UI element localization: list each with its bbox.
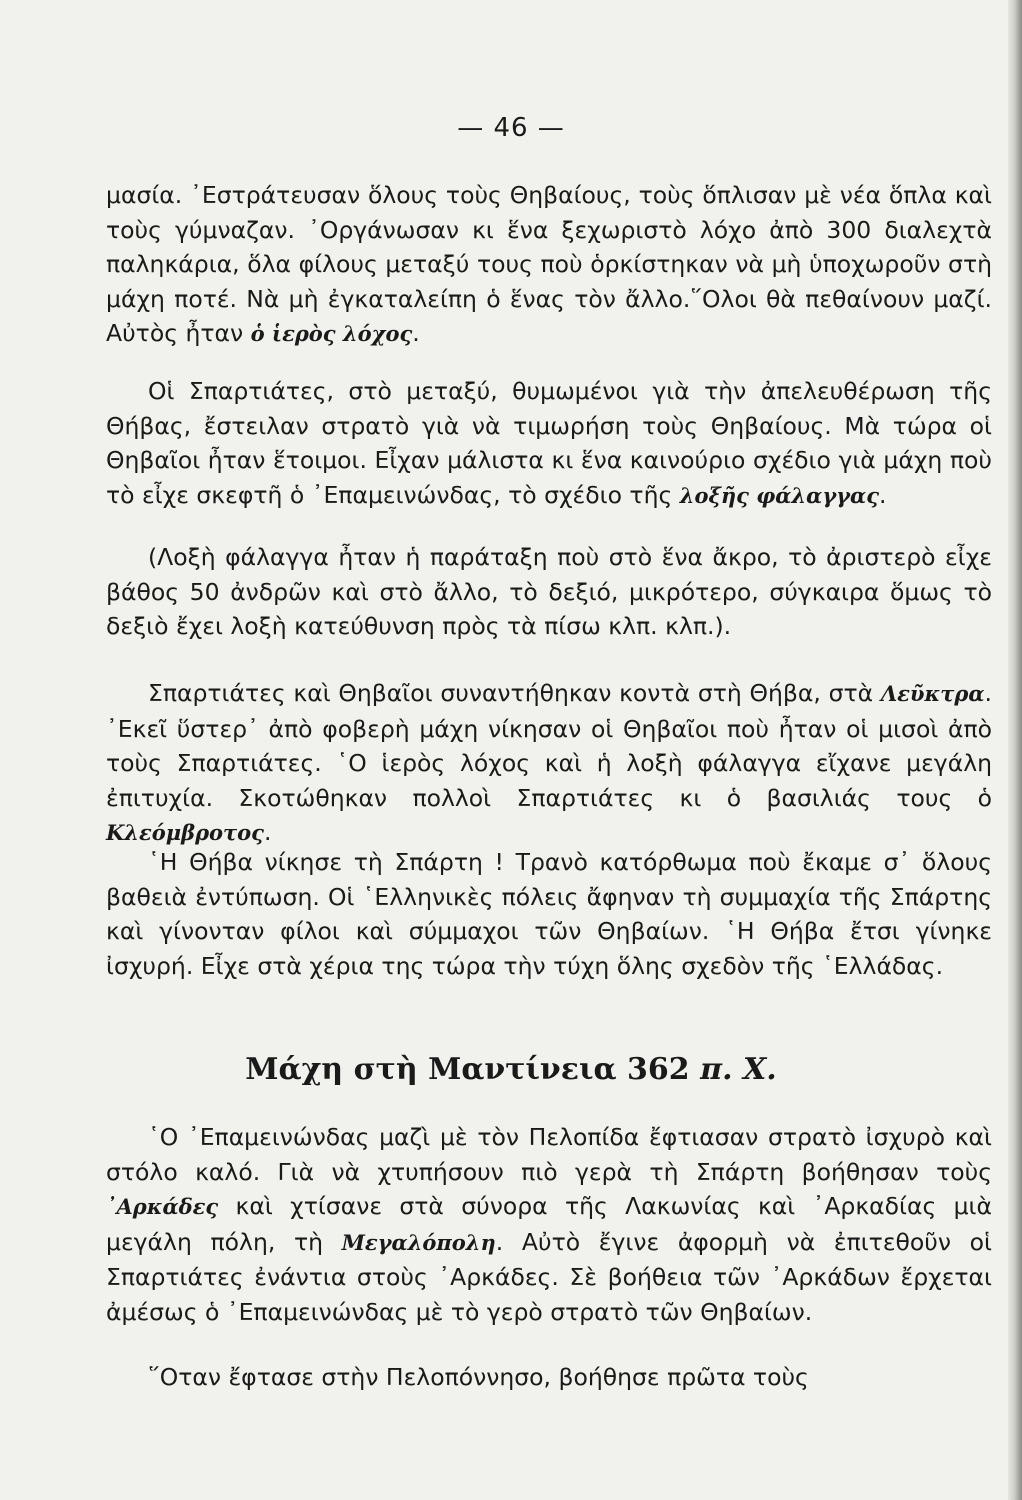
page-edge-shadow <box>1008 0 1022 1500</box>
section-heading <box>0 1052 1022 1087</box>
paragraph-text: καὶ χτίσανε στὰ σύνορα τῆς Λακωνίας καὶ ᾿Αρκαδίας μιὰ μεγάλη πόλη, τὴ <box>106 1192 992 1256</box>
paragraph-6 <box>106 1120 992 1330</box>
paragraph-text: . ᾿Εκεῖ ὕστερ᾿ ἀπὸ φοβερὴ μάχη νίκησαν οἱ Θηβαῖοι ποὺ ἦταν οἱ μισοὶ ἀπὸ τοὺς Σπαρτιάτες. ῾Ο ἱερὸς λόχος καὶ ἡ λοξὴ φάλαγγα εἴχανε μεγάλη ἐπιτυχία. Σκοτώθηκαν πολλοὶ Σπαρτιάτες κι ὁ βασιλιάς τους ὁ <box>106 679 992 812</box>
paragraph-text: (Λοξὴ φάλαγγα ἦταν ἡ παράταξη ποὺ στὸ ἕνα ἄκρο, τὸ ἀριστερὸ εἶχε βάθος 50 ἀνδρῶν καὶ στὸ ἄλλο, τὸ δεξιό, μικρότερο, σύγκαιρα ὅμως τὸ δεξιὸ ἔχει λοξὴ κατεύθυνση πρὸς τὰ πίσω κλπ. κλπ.). <box>106 543 992 641</box>
emphasized-term: ᾿Αρκάδες <box>106 1194 219 1220</box>
section-heading-title: Μάχη στὴ Μαντίνεια <box>245 1052 617 1087</box>
paragraph-text: ῾Η Θήβα νίκησε τὴ Σπάρτη ! Τρανὸ κατόρθωμα ποὺ ἔκαμε σ᾿ ὅλους βαθειὰ ἐντύπωση. Οἱ ῾Ελληνικὲς πόλεις ἄφηναν τὴ συμμαχία τῆς Σπάρτης καὶ γίνονταν φίλοι καὶ σύμμαχοι τῶν Θηβαίων. ῾Η Θήβα ἔτσι γίνηκε ἰσχυρή. Εἶχε στὰ χέρια της τώρα τὴν τύχη ὅλης σχεδὸν τῆς ῾Ελλάδας. <box>106 848 992 980</box>
paragraph-7 <box>106 1360 992 1395</box>
paragraph-text: ῞Οταν ἔφτασε στὴν Πελοπόννησο, βοήθησε πρῶτα τοὺς <box>148 1363 809 1391</box>
paragraph-text: Οἱ Σπαρτιάτες, στὸ μεταξύ, θυμωμένοι γιὰ τὴν ἀπελευθέρωση τῆς Θήβας, ἔστειλαν στρατὸ γιὰ νὰ τιμωρήση τοὺς Θηβαίους. Μὰ τώρα οἱ Θηβαῖοι ἦταν ἕτοιμοι. Εἶχαν μάλιστα κι ἕνα καινούριο σχέδιο γιὰ μάχη ποὺ τὸ εἶχε σκεφτῆ ὁ ᾿Επαμεινώνδας, τὸ σχέδιο τῆς <box>106 377 992 509</box>
emphasized-term: ὁ ἱερὸς λόχος <box>250 321 413 347</box>
paragraph-text: Σπαρτιάτες καὶ Θηβαῖοι συναντήθηκαν κοντὰ στὴ Θήβα, στὰ <box>148 679 881 707</box>
paragraph-3 <box>106 540 992 644</box>
emphasized-term: λοξῆς φάλαγγας <box>679 482 879 508</box>
emphasized-term: Λεῦκτρα <box>880 681 985 706</box>
paragraph-text: . <box>879 480 887 509</box>
emphasized-term: Κλεόμβροτος <box>106 820 264 846</box>
paragraph-text: . Αὐτὸ ἔγινε ἀφορμὴ νὰ ἐπιτεθοῦν οἱ Σπαρτιάτες ἐνάντια στοὺς ᾿Αρκάδες. Σὲ βοήθεια τῶν ᾿Αρκάδων ἔρχεται ἀμέσως ὁ ᾿Επαμεινώνδας μὲ τὸ γερὸ στρατὸ τῶν Θηβαίων. <box>106 1227 992 1326</box>
paragraph-text: ῾Ο ᾿Επαμεινώνδας μαζὶ μὲ τὸν Πελοπίδα ἔφτιασαν στρατὸ ἰσχυρὸ καὶ στόλο καλό. Γιὰ νὰ χτυπήσουν πιὸ γερὰ τὴ Σπάρτη βοήθησαν τοὺς <box>106 1123 992 1186</box>
section-heading-year: 362 <box>627 1052 690 1087</box>
section-heading-era: π. Χ. <box>700 1052 777 1087</box>
page-number: — 46 — <box>457 113 565 143</box>
paragraph-text: . <box>263 818 272 847</box>
emphasized-term: Μεγαλόπολη <box>341 1229 496 1255</box>
paragraph-text: μασία. ᾿Εστράτευσαν ὅλους τοὺς Θηβαίους, τοὺς ὅπλισαν μὲ νέα ὅπλα καὶ τοὺς γύμναζαν. ᾿Οργάνωσαν κι ἕνα ξεχωριστὸ λόχο ἀπὸ 300 διαλεχτὰ παληκάρια, ὅλα φίλους μεταξύ τους ποὺ ὁρκίστηκαν νὰ μὴ ὑποχωροῦν στὴ μάχη ποτέ. Νὰ μὴ ἐγκαταλείπη ὁ ἕνας τὸν ἄλλο.῞Ολοι θὰ πεθαίνουν μαζί. Αὐτὸς ἦταν <box>106 181 992 348</box>
paragraph-4 <box>106 676 992 851</box>
paragraph-5 <box>106 845 992 983</box>
paragraph-text: . <box>412 319 420 348</box>
paragraph-2 <box>106 374 992 513</box>
paragraph-1 <box>106 178 992 352</box>
